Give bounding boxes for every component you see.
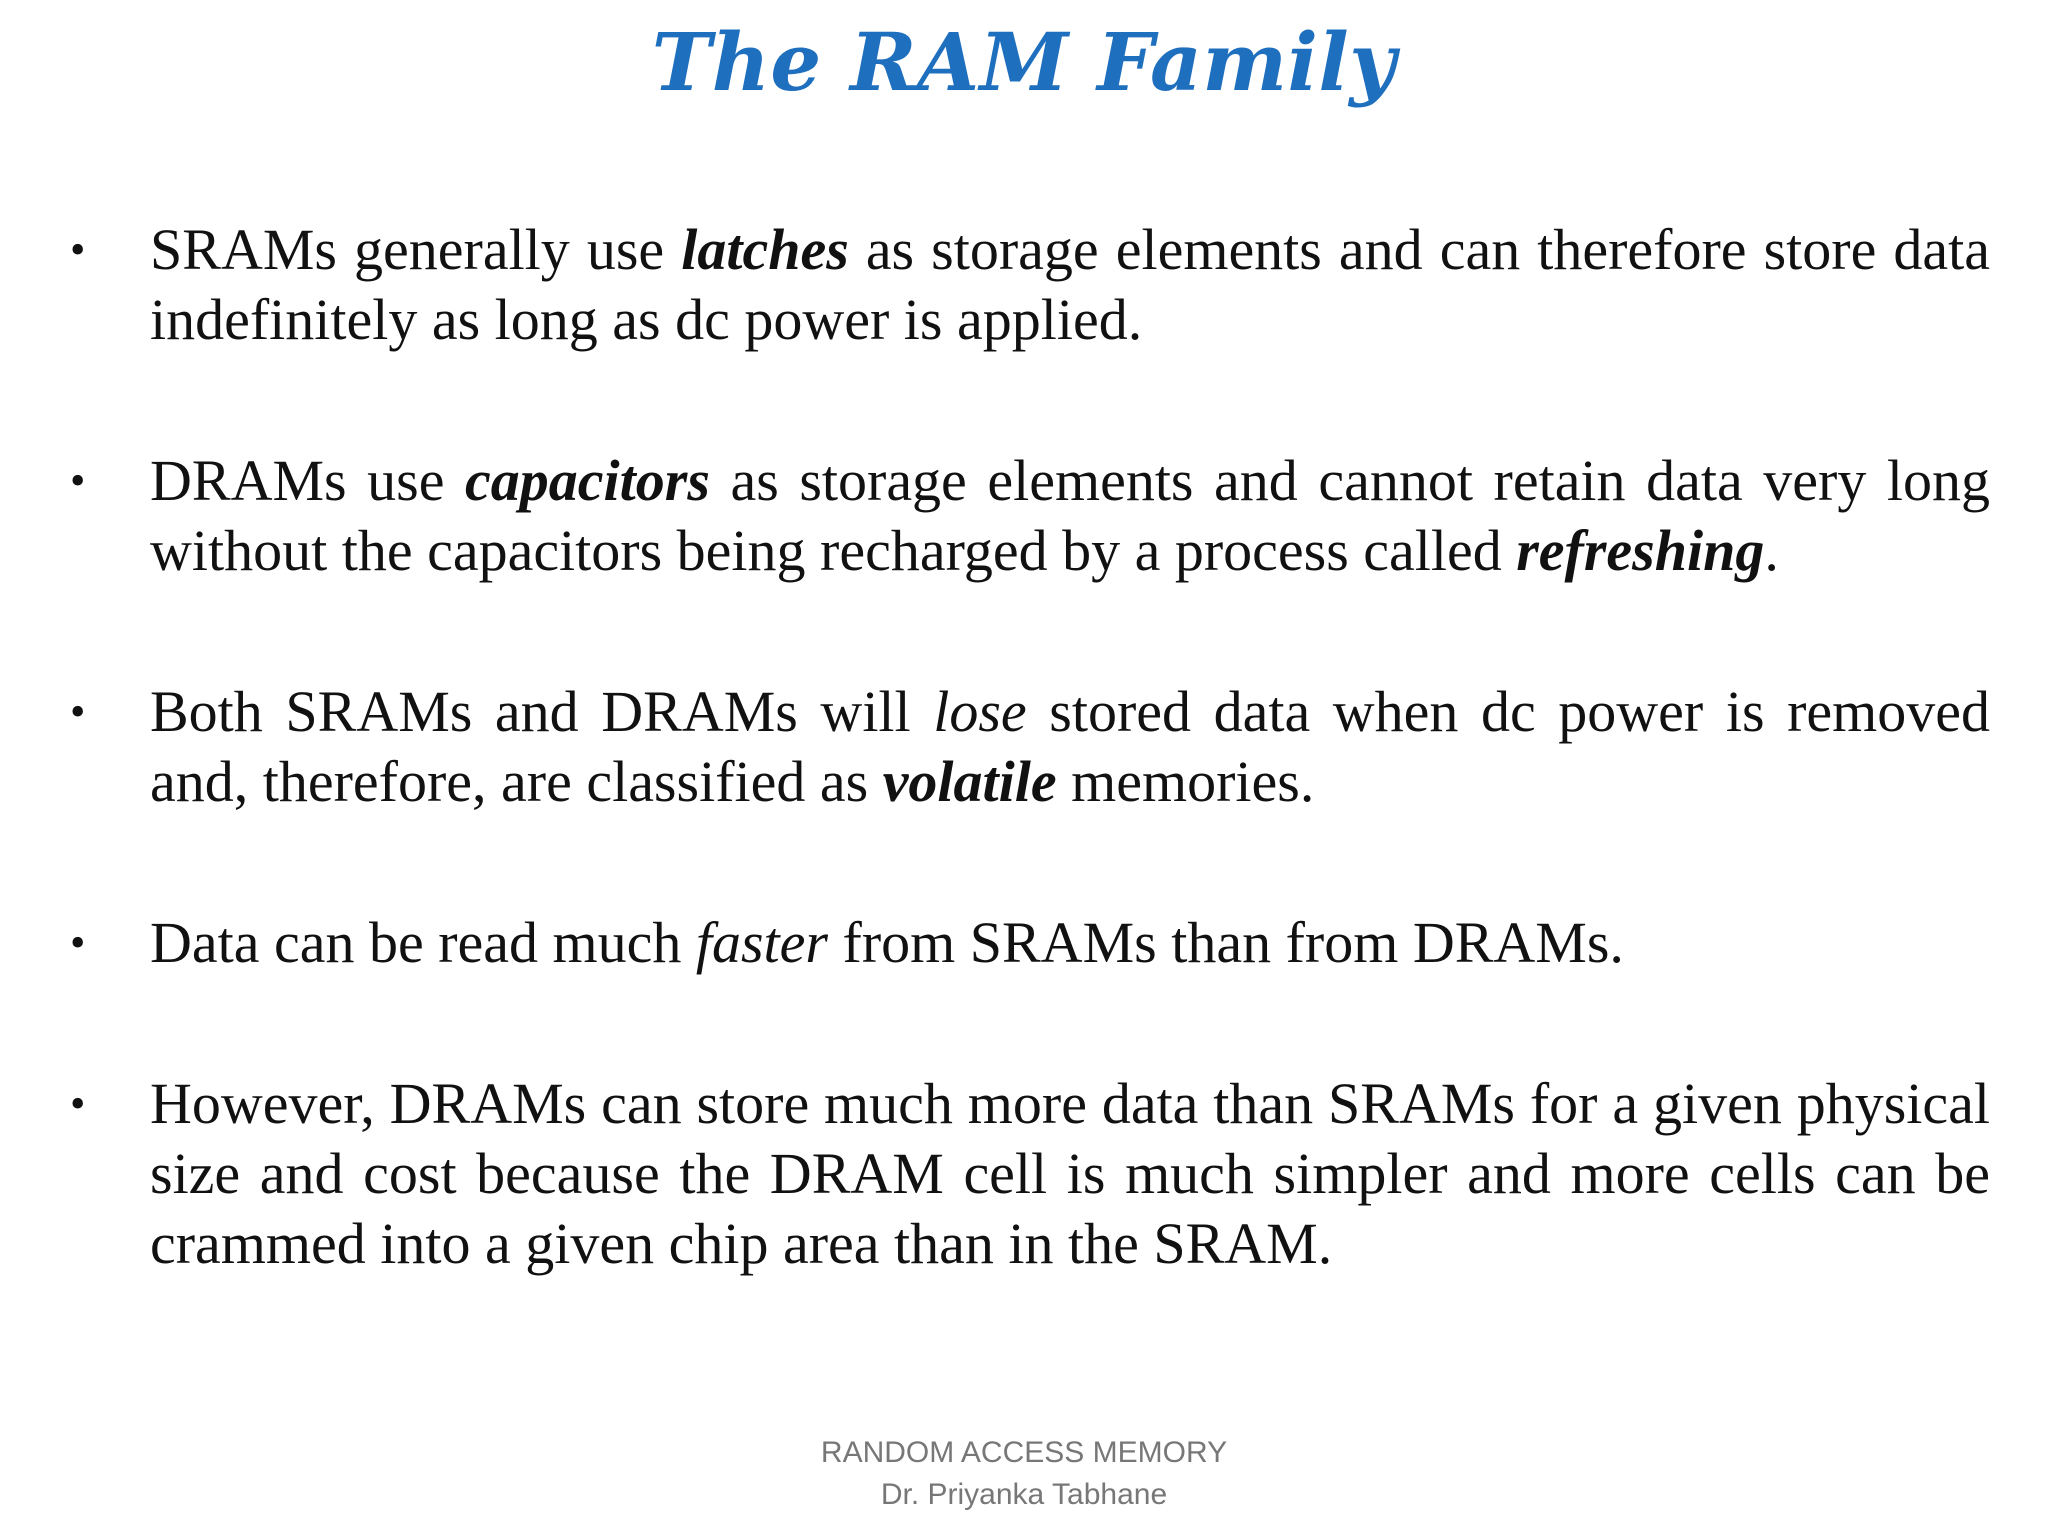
bullet-segment: However, DRAMs can store much more data than SRAMs for a given physical size and cost because the DRAM cell is much simpler and more cells can be crammed into a given chip area than in the SRAM. [150,1071,1990,1276]
bullet-segment-emphasis: capacitors [465,448,710,513]
bullet-text [150,910,1624,975]
footer-topic: RANDOM ACCESS MEMORY [820,1436,1228,1469]
bullet-segment: stored data when dc power is removed and, therefore, are classified as [150,679,1991,814]
bullet-dot-icon: • [70,225,86,274]
bullet-dot-icon: • [70,687,86,736]
bullet-segment: memories. [1056,749,1315,814]
bullet-segment: from SRAMs than from DRAMs. [828,910,1624,975]
bullet-text [150,679,1990,814]
bullet-segment: Data can be read much [150,910,696,975]
bullet-item [70,908,1990,978]
bullet-item [70,677,1990,817]
bullet-dot-icon: • [70,456,86,505]
bullet-text [150,448,1990,583]
bullet-segment-italic: lose [933,679,1027,744]
bullet-dot-icon: • [70,918,86,967]
bullet-segment: SRAMs generally use [150,217,682,282]
slide-footer [0,1432,2048,1516]
bullet-segment-emphasis: volatile [882,749,1057,814]
bullet-segment-emphasis: latches [681,217,849,282]
bullet-item [70,215,1990,355]
bullet-segment: as storage elements and cannot retain data very long without the capacitors being recharged by a process called [150,448,1990,583]
bullet-dot-icon: • [70,1079,86,1128]
slide-title: The RAM Family [651,15,1397,109]
bullet-segment: Both SRAMs and DRAMs will [150,679,934,744]
bullet-list [70,215,1990,1370]
bullet-segment-emphasis: refreshing [1516,518,1765,583]
bullet-text [150,217,1990,352]
bullet-segment: . [1764,518,1779,583]
bullet-item [70,1069,1990,1279]
bullet-text [150,1071,1990,1276]
bullet-segment-italic: faster [695,910,828,975]
footer-author: Dr. Priyanka Tabhane [880,1478,1168,1511]
bullet-item [70,446,1990,586]
bullet-segment: DRAMs use [150,448,466,513]
bullet-segment: as storage elements and can therefore store data indefinitely as long as dc power is applied. [150,217,1990,352]
